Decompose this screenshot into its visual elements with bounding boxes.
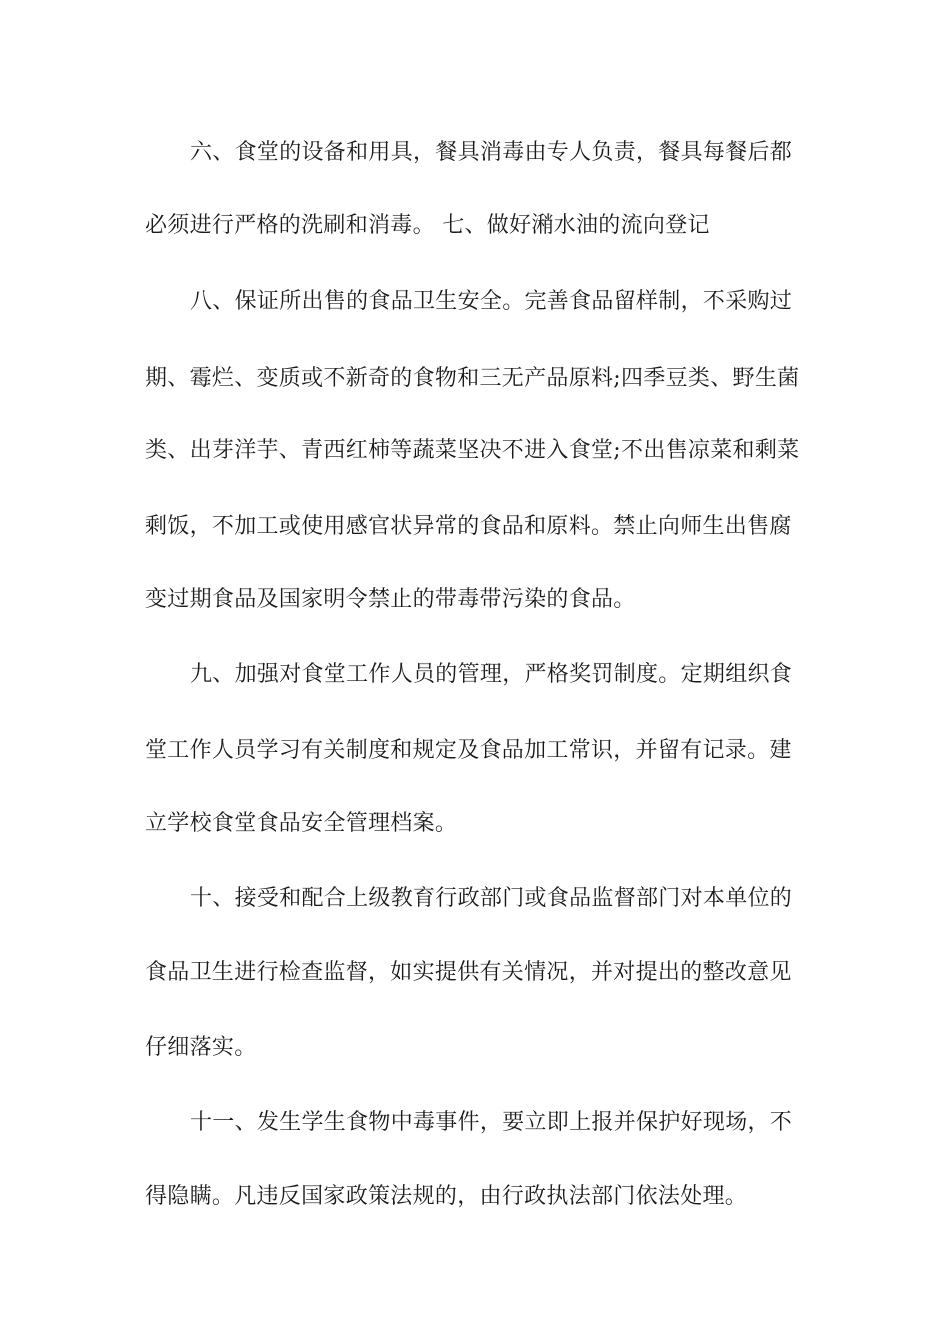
text-line: 类、出芽洋芋、青西红柿等蔬菜坚决不进入食堂;不出售凉菜和剩菜: [145, 438, 800, 463]
text-line: 得隐瞒。凡违反国家政策法规的，由行政执法部门依法处理。: [145, 1184, 748, 1209]
text-line: 必须进行严格的洗刷和消毒。 七、做好潲水油的流向登记: [145, 213, 710, 238]
text-line: 变过期食品及国家明令禁止的带毒带污染的食品。: [145, 587, 636, 612]
text-line: 九、加强对食堂工作人员的管理，严格奖罚制度。定期组织食: [190, 662, 793, 687]
text-line: 仔细落实。: [145, 1035, 257, 1060]
text-line: 期、霉烂、变质或不新奇的食物和三无产品原料;四季豆类、野生菌: [145, 366, 800, 391]
text-line: 立学校食堂食品安全管理档案。: [145, 811, 458, 836]
text-line: 剩饭，不加工或使用感官状异常的食品和原料。禁止向师生出售腐: [145, 514, 792, 539]
text-line: 堂工作人员学习有关制度和规定及食品加工常识，并留有记录。建: [145, 738, 792, 763]
text-line: 六、食堂的设备和用具，餐具消毒由专人负责，餐具每餐后都: [190, 140, 793, 165]
text-line: 八、保证所出售的食品卫生安全。完善食品留样制，不采购过: [190, 289, 793, 314]
text-line: 十、接受和配合上级教育行政部门或食品监督部门对本单位的: [190, 886, 793, 911]
text-line: 十一、发生学生食物中毒事件，要立即上报并保护好现场，不: [190, 1110, 793, 1135]
text-line: 食品卫生进行检查监督，如实提供有关情况，并对提出的整改意见: [145, 960, 792, 985]
